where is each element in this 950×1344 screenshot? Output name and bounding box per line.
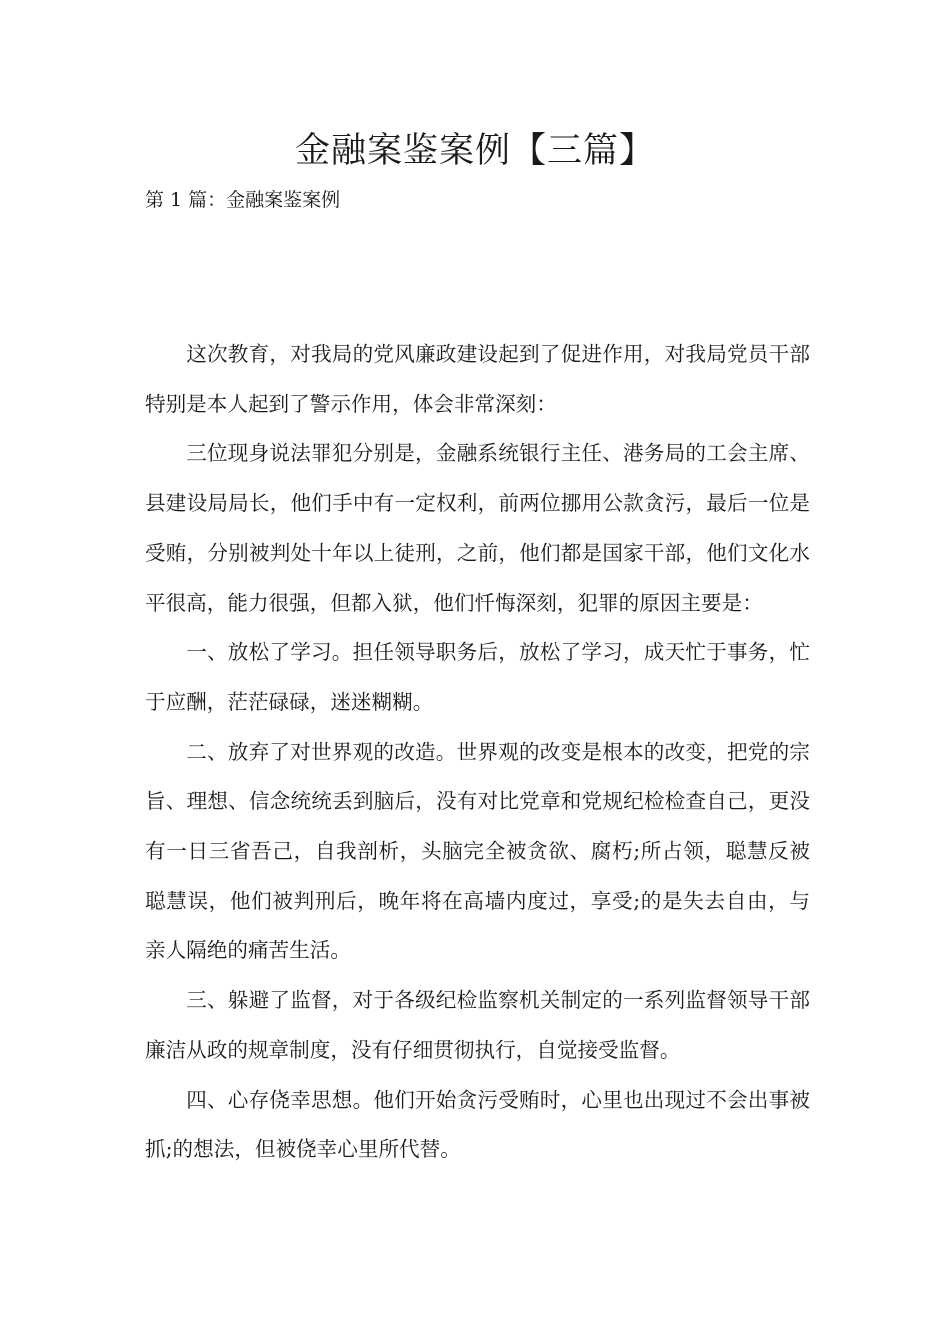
paragraph: 二、放弃了对世界观的改造。世界观的改变是根本的改变，把党的宗旨、理想、信念统统丢到脑后，没有对比党章和党规纪检检查自己，更没有一日三省吾己，自我剖析，头脑完全被贪欲、腐朽;所占领，聪慧反被聪慧误，他们被判刑后，晚年将在高墙内度过，享受;的是失去自由，与亲人隔绝的痛苦生活。 xyxy=(145,739,810,963)
paragraph: 一、放松了学习。担任领导职务后，放松了学习，成天忙于事务，忙于应酬，茫茫碌碌，迷迷糊糊。 xyxy=(145,640,810,714)
document-title: 金融案鉴案例【三篇】 xyxy=(294,131,655,171)
part-heading: 第 1 篇：金融案鉴案例 xyxy=(145,189,341,211)
paragraph: 三位现身说法罪犯分别是，金融系统银行主任、港务局的工会主席、县建设局局长，他们手中有一定权利，前两位挪用公款贪污，最后一位是受贿，分别被判处十年以上徒刑，之前，他们都是国家干部，他们文化水平很高，能力很强，但都入狱，他们忏悔深刻，犯罪的原因主要是： xyxy=(145,441,810,615)
paragraph: 三、躲避了监督，对于各级纪检监察机关制定的一系列监督领导干部廉洁从政的规章制度，没有仔细贯彻执行，自觉接受监督。 xyxy=(145,988,810,1062)
paragraph: 这次教育，对我局的党风廉政建设起到了促进作用，对我局党员干部特别是本人起到了警示作用，体会非常深刻： xyxy=(145,342,810,416)
paragraph: 四、心存侥幸思想。他们开始贪污受贿时，心里也出现过不会出事被抓;的想法，但被侥幸心里所代替。 xyxy=(145,1087,810,1162)
document-body xyxy=(145,330,810,1175)
